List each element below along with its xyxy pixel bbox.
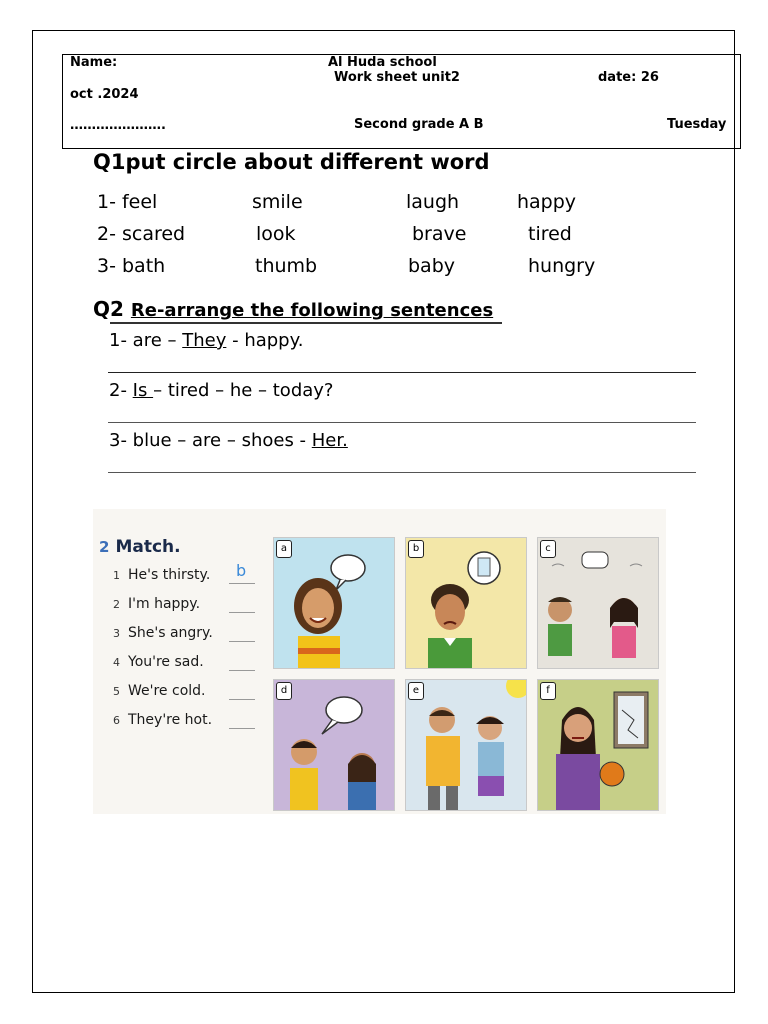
answer-blank [229, 699, 255, 700]
sentence-part: 1- are – [109, 330, 183, 351]
name-blank: …………………. [70, 118, 166, 133]
q1-word: 1- feel [97, 191, 158, 213]
q1-word: tired [528, 223, 572, 245]
answer-blank [229, 612, 255, 613]
sentence-part: Is [132, 380, 154, 401]
answer-blank [229, 583, 255, 584]
grade-label: Second grade A B [354, 117, 484, 132]
sentence-3 [109, 430, 348, 451]
worksheet-title: Work sheet unit2 [334, 70, 460, 85]
thirsty-boy-illustration [406, 538, 526, 668]
happy-girl-illustration [274, 538, 394, 668]
answer-blank [229, 670, 255, 671]
panel-label: f [540, 682, 556, 700]
sentence-part: They [182, 330, 227, 351]
q1-word: laugh [406, 191, 460, 213]
q1-word: hungry [528, 255, 596, 277]
name-label: Name: [70, 55, 118, 70]
q2-title-text: Re-arrange the following sentences [130, 300, 494, 321]
sample-answer: b [236, 561, 247, 580]
answer-blank [229, 641, 255, 642]
date-continued: oct .2024 [70, 87, 139, 102]
answer-line [108, 372, 696, 373]
q2-title [93, 297, 493, 321]
q1-word: thumb [255, 255, 318, 277]
picture-panel-c [537, 537, 659, 669]
match-item: 3 She's angry. [113, 625, 213, 641]
picture-panel-e [405, 679, 527, 811]
q1-word: 2- scared [97, 223, 186, 245]
match-item: 1 He's thirsty. [113, 567, 211, 583]
q1-word: smile [252, 191, 303, 213]
answer-blank [229, 728, 255, 729]
sentence-part: – tired – he – today? [153, 380, 334, 401]
date-label: date: 26 [598, 70, 659, 85]
panel-label: d [276, 682, 292, 700]
q1-title: Q1put circle about different word [93, 150, 490, 174]
match-title [99, 537, 181, 557]
q1-word: brave [412, 223, 467, 245]
match-title-text: Match. [115, 537, 181, 557]
day-label: Tuesday [667, 117, 727, 132]
q1-word: happy [517, 191, 577, 213]
sentence-1 [109, 330, 303, 351]
picture-panel-b [405, 537, 527, 669]
panel-label: c [540, 540, 556, 558]
match-item: 5 We're cold. [113, 683, 206, 699]
panel-label: b [408, 540, 424, 558]
panel-label: e [408, 682, 424, 700]
answer-line [108, 422, 696, 423]
cold-children-illustration [538, 538, 658, 668]
answer-line [108, 472, 696, 473]
q1-word: look [256, 223, 296, 245]
sentence-part: 3- blue – are – shoes - [109, 430, 312, 451]
match-item: 6 They're hot. [113, 712, 213, 728]
picture-panel-d [273, 679, 395, 811]
sentence-part: - happy. [226, 330, 304, 351]
school-name: Al Huda school [328, 55, 437, 70]
hot-children-illustration [406, 680, 526, 810]
panel-label: a [276, 540, 292, 558]
angry-woman-illustration [538, 680, 658, 810]
q1-word: baby [408, 255, 456, 277]
picture-panel-f [537, 679, 659, 811]
sentence-part: Her. [311, 430, 348, 451]
q1-word: 3- bath [97, 255, 166, 277]
underline-scribble [110, 322, 502, 324]
match-item: 2 I'm happy. [113, 596, 201, 612]
q2-prefix: Q2 [93, 297, 124, 321]
sentence-2 [109, 380, 333, 401]
match-item: 4 You're sad. [113, 654, 204, 670]
exercise-number: 2 [99, 538, 110, 556]
sad-girl-illustration [274, 680, 394, 810]
match-exercise-image [93, 509, 666, 814]
sentence-part: 2- [109, 380, 133, 401]
picture-panel-a [273, 537, 395, 669]
